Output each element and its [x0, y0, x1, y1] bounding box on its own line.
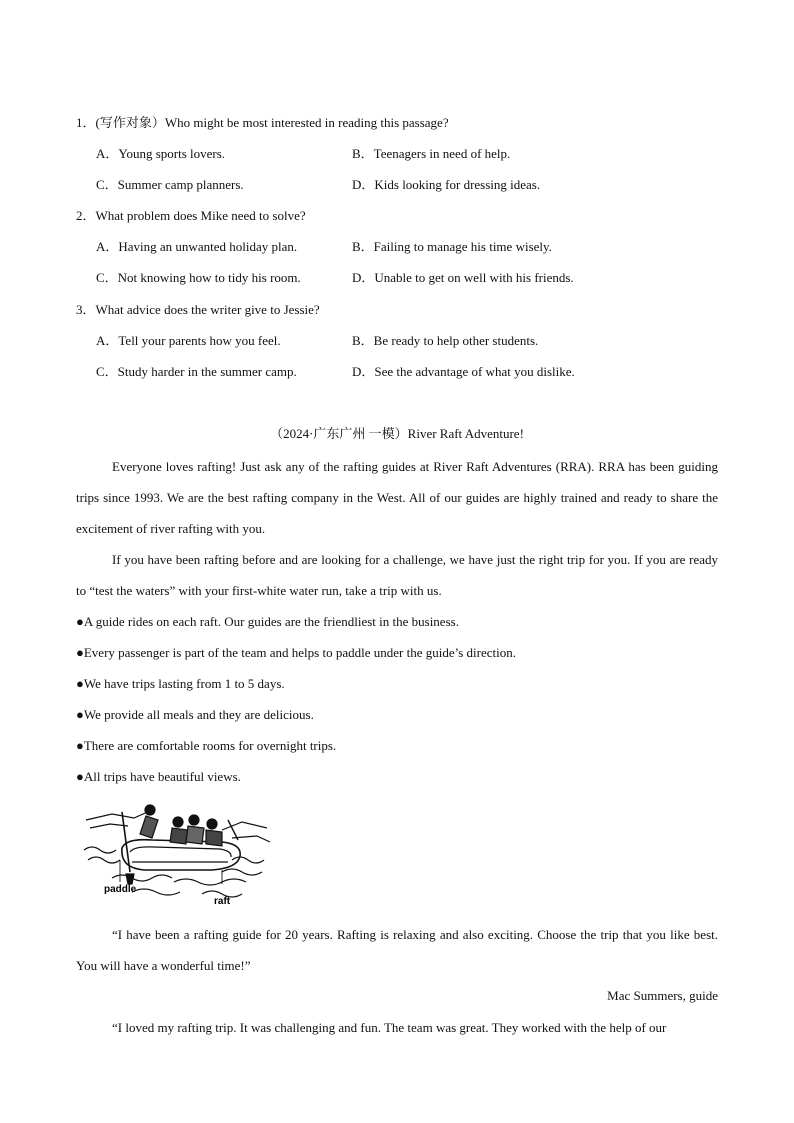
rafting-illustration — [82, 800, 272, 912]
question-2-option-c: C．Not knowing how to tidy his room. — [96, 270, 301, 285]
question-2-stem: 2．What problem does Mike need to solve? — [76, 208, 306, 223]
question-2-option-a: A．Having an unwanted holiday plan. — [96, 239, 298, 254]
question-1-option-b: B．Teenagers in need of help. — [352, 146, 511, 161]
question-1-option-c: C．Summer camp planners. — [96, 177, 244, 192]
passage-title: （2024·广东广州 一模）River Raft Adventure! — [270, 426, 524, 441]
question-3-stem: 3．What advice does the writer give to Jessie? — [76, 302, 320, 317]
bullet-item: ●We have trips lasting from 1 to 5 days. — [76, 676, 285, 691]
question-1-option-a: A．Young sports lovers. — [96, 146, 226, 161]
question-1-stem: 1．(写作对象）Who might be most interested in reading this passage? — [76, 115, 449, 130]
bullet-item: ●There are comfortable rooms for overnight trips. — [76, 738, 337, 753]
guide-quote: “I have been a rafting guide for 20 years. Rafting is relaxing and also exciting. Choose the trip that you like best. You will have a wonderful time!” — [76, 927, 718, 973]
passage-paragraph-2: If you have been rafting before and are looking for a challenge, we have just the right trip for you. If you are ready to “test the waters” with your first-white water run, take a trip with us. — [76, 552, 718, 598]
bullet-item: ●All trips have beautiful views. — [76, 769, 241, 784]
question-2-option-d: D．Unable to get on well with his friends. — [352, 270, 574, 285]
bullet-item: ●Every passenger is part of the team and helps to paddle under the guide’s direction. — [76, 645, 516, 660]
bullet-item: ●We provide all meals and they are delicious. — [76, 707, 314, 722]
question-3-option-d: D．See the advantage of what you dislike. — [352, 364, 575, 379]
passage-paragraph-1: Everyone loves rafting! Just ask any of the rafting guides at River Raft Adventures (RRA). RRA has been guiding trips since 1993. We are the best rafting company in the West. All of our guides are highly trained and ready to share the excitement of river rafting with you. — [76, 459, 718, 536]
customer-quote: “I loved my rafting trip. It was challenging and fun. The team was great. They worked with the help of our — [112, 1020, 667, 1035]
bullet-item: ●A guide rides on each raft. Our guides are the friendliest in the business. — [76, 614, 459, 629]
raft-drawing — [82, 800, 272, 912]
question-2-option-b: B．Failing to manage his time wisely. — [352, 239, 552, 254]
question-3-option-b: B．Be ready to help other students. — [352, 333, 539, 348]
question-1-option-d: D．Kids looking for dressing ideas. — [352, 177, 541, 192]
raft-label: raft — [214, 896, 231, 907]
question-3-option-c: C．Study harder in the summer camp. — [96, 364, 297, 379]
guide-signature: Mac Summers, guide — [607, 988, 718, 1003]
paddle-label: paddle — [104, 884, 137, 895]
question-3-option-a: A．Tell your parents how you feel. — [96, 333, 281, 348]
